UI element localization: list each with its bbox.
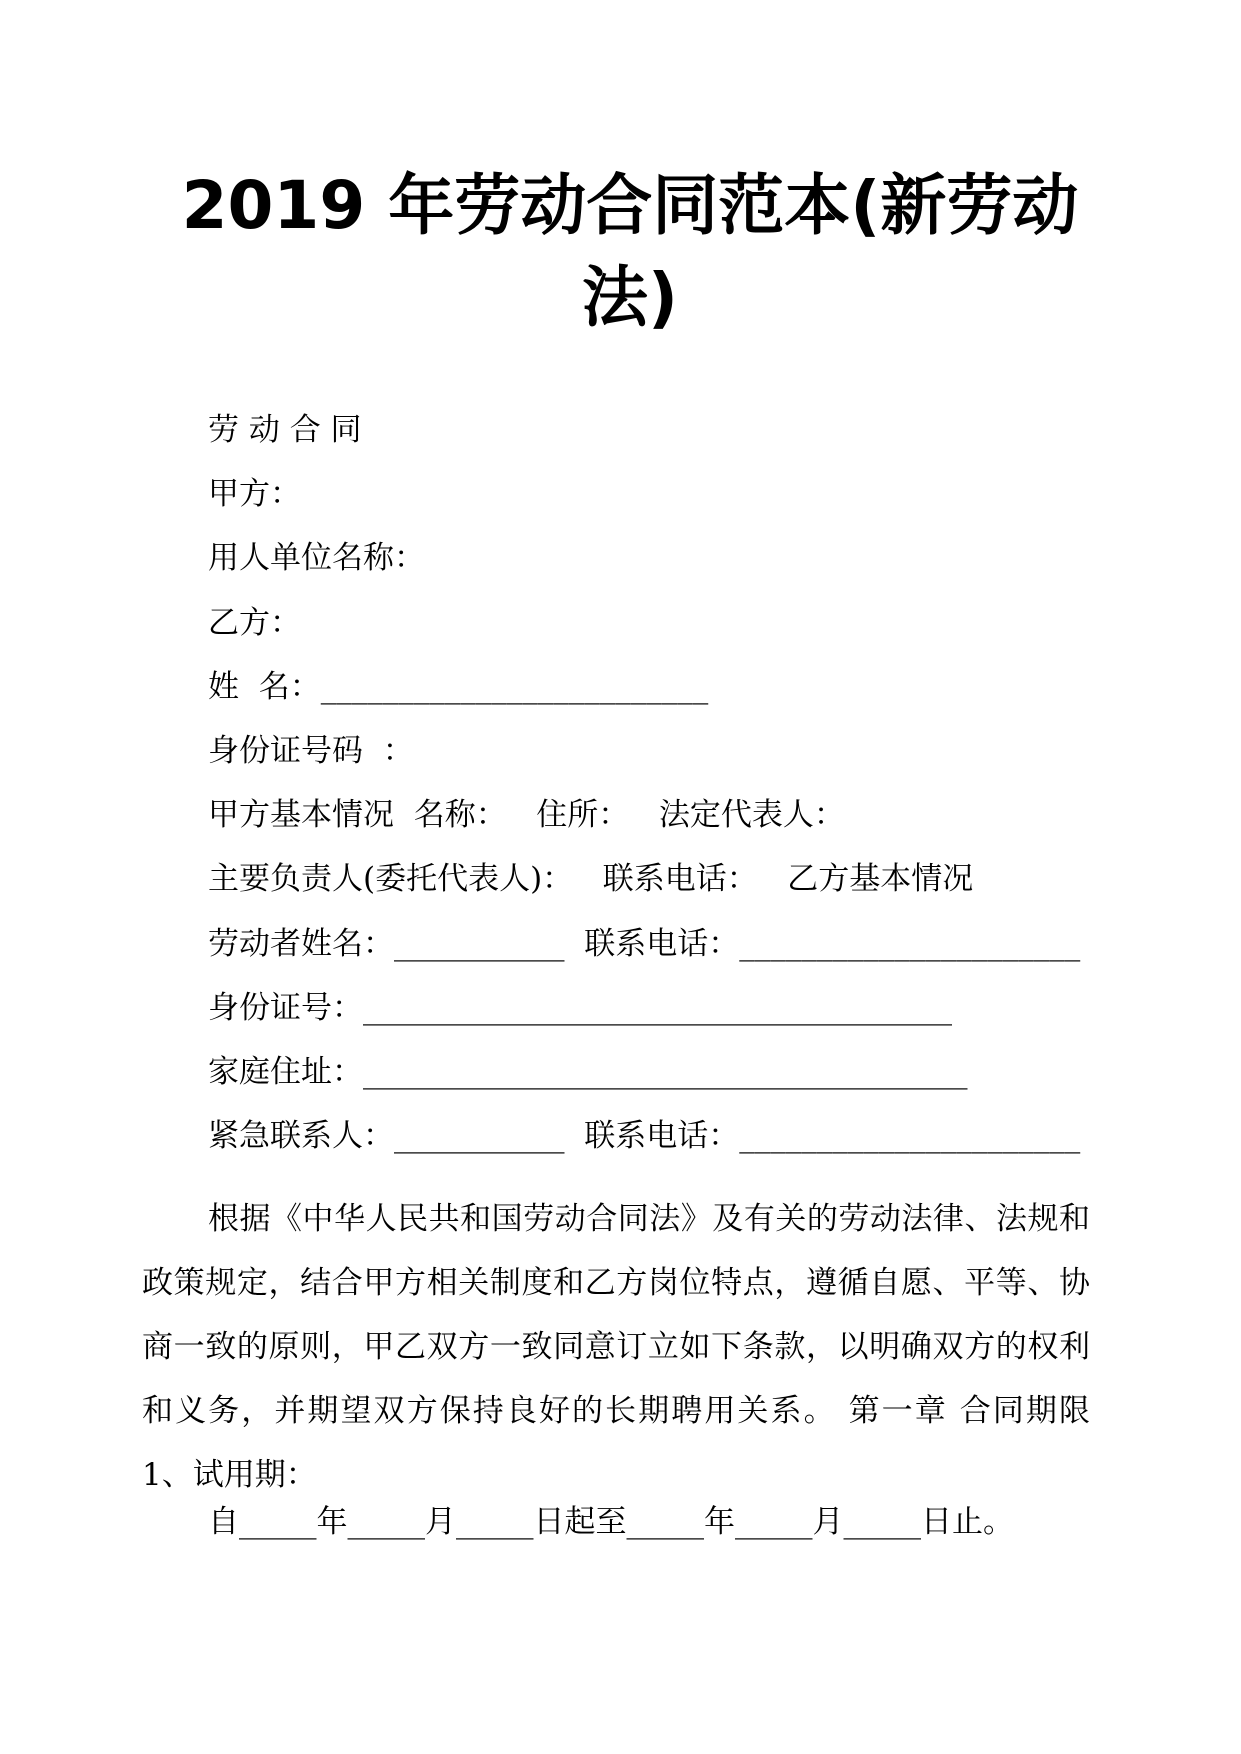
home-address-line: 家庭住址：_______________________________________ <box>208 1054 968 1090</box>
party-b-label: 乙方： <box>208 605 301 641</box>
probation-date-line: 自_____年_____月_____日起至_____年_____月_____日止。 <box>208 1504 1014 1540</box>
title-line-2: 法) <box>581 259 679 336</box>
party-a-label: 甲方： <box>208 476 301 512</box>
contract-heading: 劳 动 合 同 <box>208 412 362 448</box>
worker-name-phone-line: 劳动者姓名：___________ 联系电话：______________________ <box>208 926 1081 962</box>
document-title <box>130 160 1130 344</box>
name-field: 姓 名：_________________________ <box>208 669 709 705</box>
representative-line: 主要负责人(委托代表人)： 联系电话： 乙方基本情况 <box>208 861 974 897</box>
employer-name-field: 用人单位名称： <box>208 540 425 576</box>
contract-preamble-paragraph: 根据《中华人民共和国劳动合同法》及有关的劳动法律、法规和政策规定，结合甲方相关制度和乙方岗位特点，遵循自愿、平等、协商一致的原则，甲乙双方一致同意订立如下条款，以明确双方的权利和义务，并期望双方保持良好的长期聘用关系。 第一章 合同期限 1、试用期： <box>142 1201 1090 1493</box>
party-a-info-line: 甲方基本情况 名称： 住所： 法定代表人： <box>208 797 845 833</box>
id-number-field: 身份证号码 ： <box>208 733 414 769</box>
title-line-1: 2019 年劳动合同范本(新劳动 <box>181 167 1079 244</box>
emergency-contact-line: 紧急联系人：___________ 联系电话：______________________ <box>208 1118 1081 1154</box>
worker-id-line: 身份证号：______________________________________ <box>208 990 952 1026</box>
